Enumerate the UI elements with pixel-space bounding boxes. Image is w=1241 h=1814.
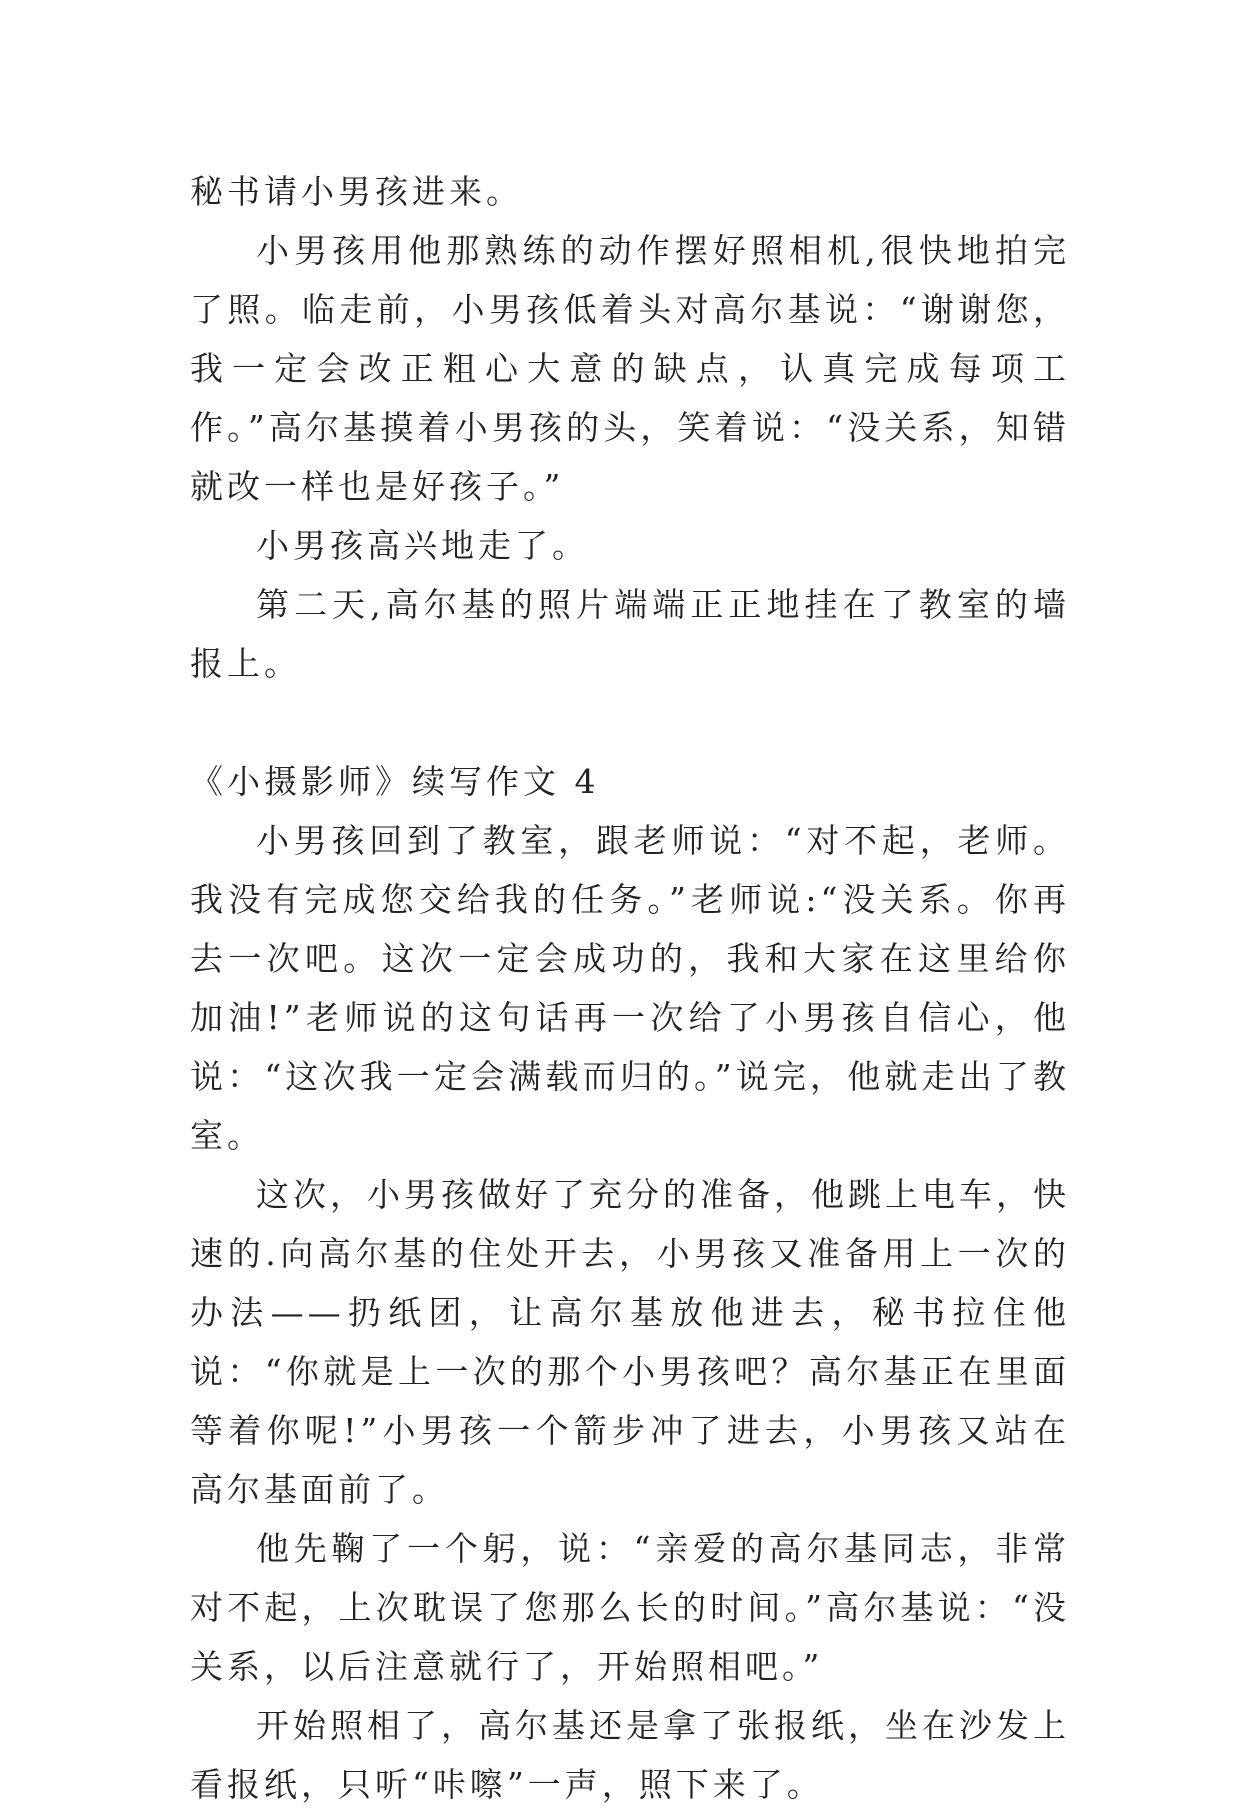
paragraph: 小男孩用他那熟练的动作摆好照相机,很快地拍完了照。临走前，小男孩低着头对高尔基说：“谢谢您，我一定会改正粗心大意的缺点，认真完成每项工作。”高尔基摸着小男孩的头，笑着说：“没关系，知错就改一样也是好孩子。” <box>190 231 1070 506</box>
paragraph: 这次，小男孩做好了充分的准备，他跳上电车，快速的.向高尔基的住处开去，小男孩又准备用上一次的办法——扔纸团，让高尔基放他进去，秘书拉住他说：“你就是上一次的那个小男孩吧？高尔基正在里面等着你呢!”小男孩一个箭步冲了进去，小男孩又站在高尔基面前了。 <box>190 1175 1070 1509</box>
paragraph: 开始照相了，高尔基还是拿了张报纸，坐在沙发上看报纸，只听“咔嚓”一声，照下来了。 <box>190 1706 1070 1804</box>
paragraph: 第二天,高尔基的照片端端正正地挂在了教室的墙报上。 <box>190 585 1070 683</box>
paragraph: 小男孩回到了教室，跟老师说：“对不起，老师。我没有完成您交给我的任务。”老师说:“没关系。你再去一次吧。这次一定会成功的，我和大家在这里给你加油!”老师说的这句话再一次给了小男孩自信心，他说：“这次我一定会满载而归的。”说完，他就走出了教室。 <box>190 821 1070 1155</box>
document-body <box>190 162 1070 1814</box>
section-title: 《小摄影师》续写作文 4 <box>190 762 600 801</box>
paragraph: 他先鞠了一个躬，说：“亲爱的高尔基同志，非常对不起，上次耽误了您那么长的时间。”高尔基说：“没关系，以后注意就行了，开始照相吧。” <box>190 1529 1070 1686</box>
paragraph: 秘书请小男孩进来。 <box>190 172 523 211</box>
paragraph: 小男孩高兴地走了。 <box>256 526 589 565</box>
